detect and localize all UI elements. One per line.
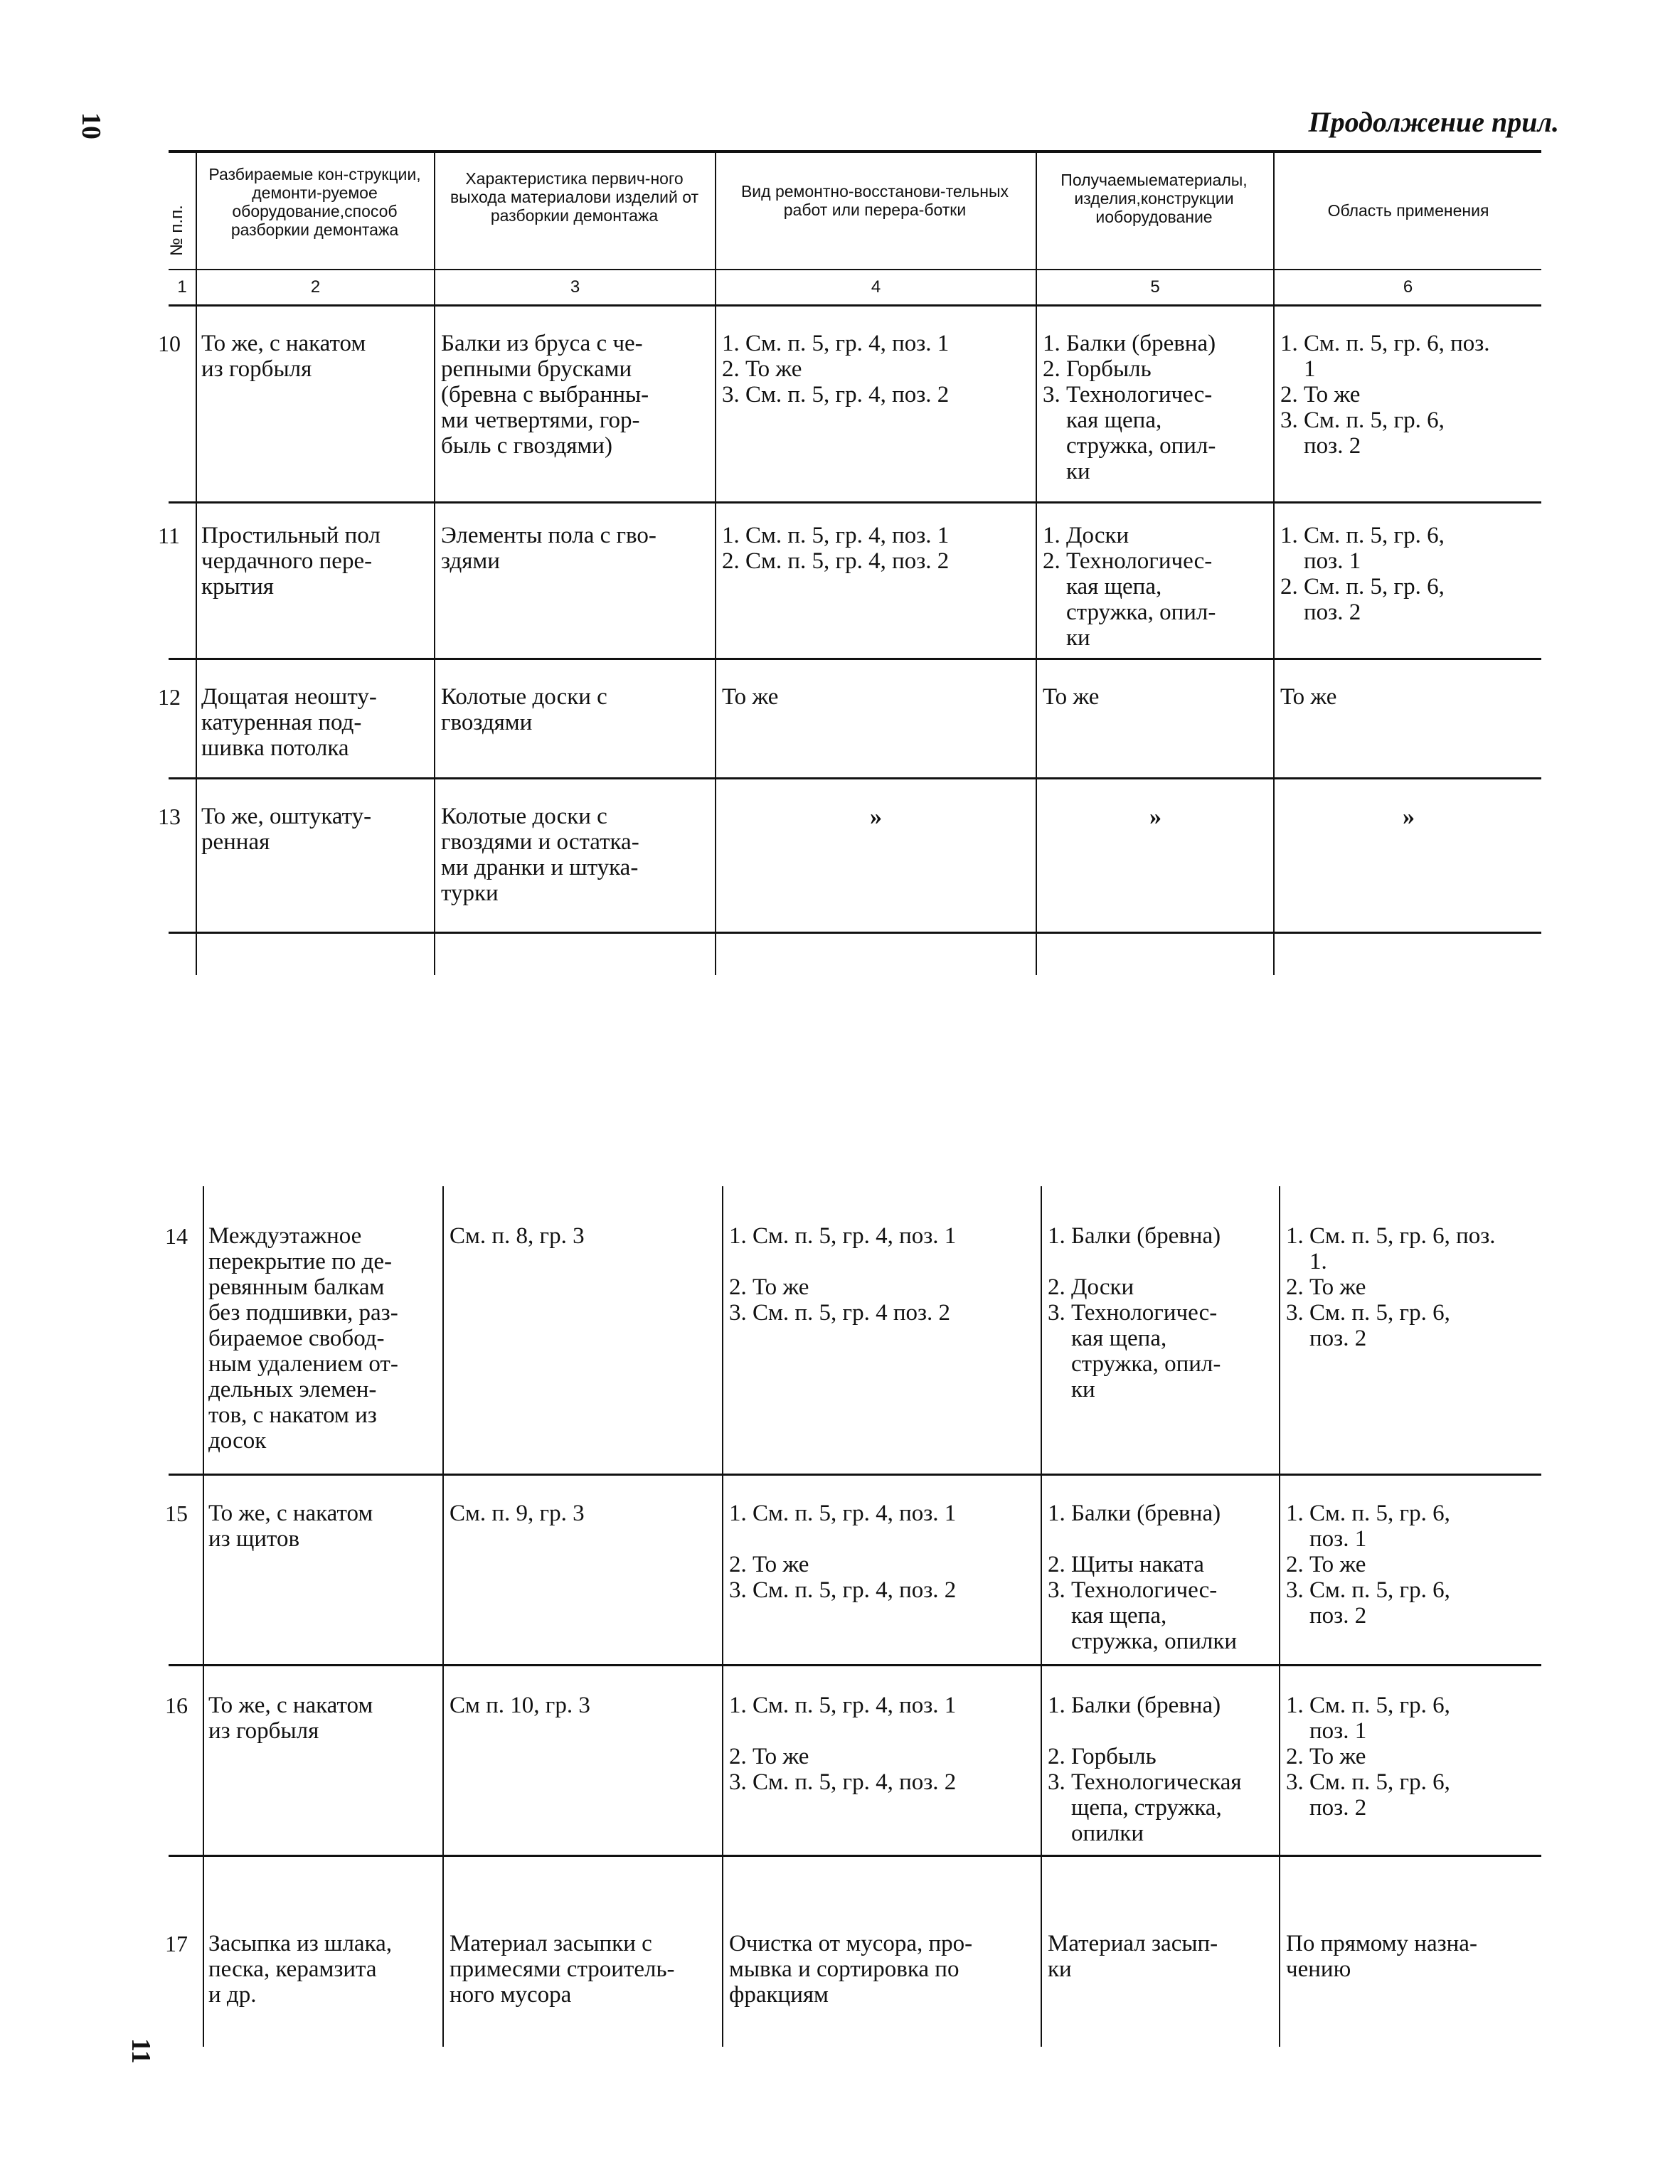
cell-line: стружка, опил- bbox=[1048, 1351, 1221, 1377]
cell-line: поз. 1 bbox=[1286, 1718, 1367, 1744]
cell-line: 3. Технологическая bbox=[1048, 1769, 1242, 1795]
cell-line: 2. Доски bbox=[1048, 1274, 1134, 1300]
table-cell bbox=[201, 331, 427, 382]
rule bbox=[169, 150, 1541, 153]
cell-line: стружка, опилки bbox=[1048, 1629, 1238, 1654]
cell-line: конструкции и bbox=[1095, 189, 1234, 226]
cell-line: кая щепа, bbox=[1048, 1603, 1167, 1629]
column-number: 1 bbox=[177, 277, 187, 297]
column-number: 3 bbox=[570, 277, 580, 297]
cell-line: крытия bbox=[201, 574, 274, 600]
cell-line: 3. Технологичес- bbox=[1048, 1577, 1218, 1603]
rule bbox=[169, 501, 1541, 504]
cell-line: поз. 2 bbox=[1286, 1603, 1367, 1629]
table-cell bbox=[729, 1501, 1036, 1603]
table-cell bbox=[1280, 684, 1536, 710]
rule bbox=[722, 1186, 723, 2047]
table-cell bbox=[1286, 1931, 1542, 1982]
cell-line: 2. Горбыль bbox=[1043, 356, 1152, 382]
table-cell bbox=[208, 1693, 437, 1744]
table-cell bbox=[201, 523, 427, 600]
cell-line: Очистка от мусора, про- bbox=[729, 1931, 973, 1956]
cell-line: поз. 1 bbox=[1280, 548, 1361, 574]
cell-line: из горбыля bbox=[201, 356, 312, 382]
cell-line: тов, с накатом из bbox=[208, 1402, 377, 1428]
table-cell bbox=[1043, 684, 1267, 710]
rule bbox=[1036, 150, 1037, 975]
cell-line: поз. 2 bbox=[1280, 600, 1361, 625]
cell-line: См п. 10, гр. 3 bbox=[450, 1693, 590, 1718]
cell-line: ным удалением от- bbox=[208, 1351, 398, 1377]
cell-line: ми четвертями, гор- bbox=[441, 407, 640, 433]
column-number: 6 bbox=[1403, 277, 1413, 297]
cell-line: 1. bbox=[1286, 1249, 1327, 1274]
cell-line: 3. См. п. 5, гр. 4, поз. 2 bbox=[729, 1577, 957, 1603]
row-number: 12 bbox=[158, 684, 181, 710]
table-cell bbox=[450, 1693, 717, 1718]
cell-line: То же, с накатом bbox=[201, 331, 366, 356]
cell-line: перекрытие по де- bbox=[208, 1249, 392, 1274]
cell-line: 1. См. п. 5, гр. 4, поз. 1 bbox=[729, 1501, 957, 1526]
cell-line: ботки bbox=[924, 201, 967, 219]
cell-line bbox=[1048, 1718, 1274, 1744]
cell-line: Колотые доски с bbox=[441, 684, 607, 710]
rule bbox=[715, 150, 716, 975]
cell-line bbox=[729, 1718, 1036, 1744]
cell-line: чению bbox=[1286, 1956, 1351, 1982]
cell-line: из щитов bbox=[208, 1526, 300, 1552]
rule bbox=[1273, 150, 1275, 975]
cell-line: 3. См. п. 5, гр. 4, поз. 2 bbox=[722, 382, 950, 407]
rule bbox=[169, 932, 1541, 934]
table-cell bbox=[1286, 1501, 1542, 1629]
cell-line: 2. Технологичес- bbox=[1043, 548, 1213, 574]
table-cell bbox=[450, 1931, 717, 2008]
cell-line: 2. То же bbox=[722, 356, 802, 382]
cell-line: Элементы пола с гво- bbox=[441, 523, 656, 548]
cell-line: чердачного пере- bbox=[201, 548, 373, 574]
cell-line: ренная bbox=[201, 829, 270, 855]
cell-line: 3. Технологичес- bbox=[1043, 382, 1213, 407]
cell-line: досок bbox=[208, 1428, 267, 1454]
cell-line: руемое оборудование, bbox=[232, 183, 378, 220]
cell-line: То же bbox=[1280, 684, 1337, 710]
cell-line: оборудование bbox=[1105, 208, 1213, 226]
cell-line: По прямому назна- bbox=[1286, 1931, 1477, 1956]
cell-line: 1. См. п. 5, гр. 4, поз. 1 bbox=[729, 1223, 957, 1249]
cell-line: 2. То же bbox=[729, 1552, 809, 1577]
cell-line: Разбираемые кон- bbox=[208, 165, 349, 183]
cell-line: См. п. 8, гр. 3 bbox=[450, 1223, 585, 1249]
cell-line: материалы, изделия, bbox=[1074, 171, 1248, 208]
cell-line bbox=[1048, 1249, 1274, 1274]
cell-line: катуренная под- bbox=[201, 710, 362, 735]
cell-line: Дощатая неошту- bbox=[201, 684, 377, 710]
cell-line: 1. См. п. 5, гр. 4, поз. 1 bbox=[722, 523, 950, 548]
table-cell bbox=[729, 1223, 1036, 1326]
cell-line: ки bbox=[1048, 1956, 1072, 1982]
cell-line: стружка, опил- bbox=[1043, 600, 1216, 625]
cell-line: кая щепа, bbox=[1043, 574, 1162, 600]
header-constructions bbox=[199, 165, 430, 239]
table-cell bbox=[1048, 1223, 1274, 1402]
cell-line: Междуэтажное bbox=[208, 1223, 362, 1249]
cell-line: 1. См. п. 5, гр. 6, bbox=[1280, 523, 1445, 548]
table-cell bbox=[722, 684, 1029, 710]
cell-line: стружка, опил- bbox=[1043, 433, 1216, 459]
cell-line: ки bbox=[1043, 625, 1090, 651]
header-work-type bbox=[718, 182, 1031, 219]
table-cell bbox=[1286, 1693, 1542, 1821]
cell-line bbox=[729, 1249, 1036, 1274]
table-cell bbox=[441, 331, 710, 459]
cell-line: поз. 2 bbox=[1286, 1326, 1367, 1351]
rule bbox=[1041, 1186, 1042, 2047]
cell-line: 2. Горбыль bbox=[1048, 1744, 1157, 1769]
page-number-bottom: 11 bbox=[126, 2038, 156, 2064]
cell-line: Материал засып- bbox=[1048, 1931, 1218, 1956]
cell-line: 1. См. п. 5, гр. 4, поз. 1 bbox=[722, 331, 950, 356]
cell-line: 2. См. п. 5, гр. 6, bbox=[1280, 574, 1445, 600]
cell-line: 2. То же bbox=[1280, 382, 1361, 407]
rule bbox=[169, 269, 1541, 270]
cell-line bbox=[1048, 1526, 1274, 1552]
cell-line: 2. То же bbox=[1286, 1744, 1366, 1769]
table-cell bbox=[441, 523, 710, 574]
table-cell bbox=[208, 1501, 437, 1552]
cell-line: То же bbox=[1043, 684, 1100, 710]
cell-line: 3. См. п. 5, гр. 6, bbox=[1286, 1300, 1450, 1326]
row-number: 16 bbox=[165, 1693, 188, 1718]
cell-line: То же bbox=[722, 684, 779, 710]
cell-line: мывка и сортировка по bbox=[729, 1956, 959, 1982]
table-cell bbox=[1048, 1931, 1274, 1982]
cell-line: 1. См. п. 5, гр. 6, поз. bbox=[1286, 1223, 1496, 1249]
rule bbox=[442, 1186, 444, 2047]
table-cell bbox=[1043, 331, 1267, 484]
header-materials bbox=[1038, 171, 1270, 226]
cell-line: 1. Балки (бревна) bbox=[1048, 1693, 1221, 1718]
cell-line: дельных элемен- bbox=[208, 1377, 377, 1402]
rule bbox=[203, 1186, 204, 2047]
cell-line: Характеристика первич- bbox=[465, 169, 651, 188]
cell-line: 3. См. п. 5, гр. 4, поз. 2 bbox=[729, 1769, 957, 1795]
table-cell bbox=[201, 804, 427, 855]
cell-line: поз. 1 bbox=[1286, 1526, 1367, 1552]
column-number: 5 bbox=[1150, 277, 1160, 297]
cell-line: гвоздями и остатка- bbox=[441, 829, 639, 855]
header-number: № п.п. bbox=[167, 205, 186, 256]
cell-line: песка, керамзита bbox=[208, 1956, 377, 1982]
rule bbox=[434, 150, 435, 975]
rule bbox=[169, 1855, 1541, 1857]
row-number: 13 bbox=[158, 804, 181, 829]
cell-line: 1. Балки (бревна) bbox=[1043, 331, 1216, 356]
table-cell bbox=[1286, 1223, 1542, 1351]
column-number: 2 bbox=[310, 277, 321, 297]
table-cell bbox=[208, 1223, 437, 1454]
cell-line: 3. Технологичес- bbox=[1048, 1300, 1218, 1326]
cell-line: ного мусора bbox=[450, 1982, 572, 2008]
cell-line: быль с гвоздями) bbox=[441, 433, 612, 459]
header-characteristic bbox=[437, 169, 711, 225]
table-cell bbox=[1048, 1693, 1274, 1846]
cell-line: ки bbox=[1048, 1377, 1095, 1402]
cell-line: 1. См. п. 5, гр. 6, bbox=[1286, 1501, 1450, 1526]
cell-line: (бревна с выбранны- bbox=[441, 382, 649, 407]
cell-line: примесями строитель- bbox=[450, 1956, 675, 1982]
header-application bbox=[1277, 201, 1540, 220]
cell-line: из горбыля bbox=[208, 1718, 319, 1744]
cell-line: 2. Щиты наката bbox=[1048, 1552, 1204, 1577]
cell-line: ного выхода материалов bbox=[450, 169, 684, 206]
rule bbox=[169, 658, 1541, 660]
row-number: 11 bbox=[158, 523, 180, 548]
table-cell bbox=[729, 1931, 1036, 2008]
cell-line: и изделий от разборки bbox=[490, 188, 699, 225]
cell-line: Засыпка из шлака, bbox=[208, 1931, 392, 1956]
cell-line: и демонтажа bbox=[300, 220, 399, 239]
ditto-mark: » bbox=[1149, 804, 1161, 830]
ditto-mark: » bbox=[1403, 804, 1415, 830]
cell-line: См. п. 9, гр. 3 bbox=[450, 1501, 585, 1526]
rule bbox=[1279, 1186, 1280, 2047]
cell-line: 1. Балки (бревна) bbox=[1048, 1223, 1221, 1249]
table-cell bbox=[441, 684, 710, 735]
cell-line: 2. См. п. 5, гр. 4, поз. 2 bbox=[722, 548, 950, 574]
cell-line: щепа, стружка, bbox=[1048, 1795, 1222, 1821]
cell-line: 1. Доски bbox=[1043, 523, 1129, 548]
cell-line: То же, оштукату- bbox=[201, 804, 372, 829]
table-cell bbox=[1280, 331, 1536, 459]
table-cell bbox=[441, 804, 710, 906]
cell-line: Получаемые bbox=[1060, 171, 1158, 189]
cell-line: здями bbox=[441, 548, 500, 574]
cell-line: ми дранки и штука- bbox=[441, 855, 639, 880]
cell-line: опилки bbox=[1048, 1821, 1144, 1846]
cell-line: То же, с накатом bbox=[208, 1693, 373, 1718]
row-number: 14 bbox=[165, 1223, 188, 1249]
row-number: 10 bbox=[158, 331, 181, 356]
continuation-caption: Продолжение прил. bbox=[1308, 106, 1559, 138]
cell-line: гвоздями bbox=[441, 710, 533, 735]
cell-line: ревянным балкам bbox=[208, 1274, 385, 1300]
cell-line: 1. См. п. 5, гр. 4, поз. 1 bbox=[729, 1693, 957, 1718]
cell-line: Балки из бруса с че- bbox=[441, 331, 643, 356]
cell-line: кая щепа, bbox=[1048, 1326, 1167, 1351]
cell-line: 1 bbox=[1280, 356, 1316, 382]
cell-line: поз. 2 bbox=[1280, 433, 1361, 459]
cell-line: 1. См. п. 5, гр. 6, bbox=[1286, 1693, 1450, 1718]
cell-line: турки bbox=[441, 880, 499, 906]
cell-line: шивка потолка bbox=[201, 735, 349, 761]
table-cell bbox=[1280, 523, 1536, 625]
table-cell bbox=[722, 523, 1029, 574]
cell-line: 2. То же bbox=[1286, 1552, 1366, 1577]
table-cell bbox=[722, 331, 1029, 407]
table-cell bbox=[450, 1223, 717, 1249]
cell-line: Вид ремонтно-восстанови- bbox=[740, 182, 946, 201]
rule bbox=[169, 1474, 1541, 1476]
ditto-mark: » bbox=[870, 804, 882, 830]
cell-line: 2. То же bbox=[729, 1274, 809, 1300]
cell-line: Колотые доски с bbox=[441, 804, 607, 829]
table-cell bbox=[729, 1693, 1036, 1795]
cell-line: 2. То же bbox=[1286, 1274, 1366, 1300]
table-cell bbox=[1048, 1501, 1274, 1654]
cell-line: То же, с накатом bbox=[208, 1501, 373, 1526]
cell-line bbox=[729, 1526, 1036, 1552]
cell-line: без подшивки, раз- bbox=[208, 1300, 398, 1326]
cell-line: фракциям bbox=[729, 1982, 829, 2008]
cell-line: способ разборки bbox=[230, 202, 398, 239]
cell-line: 3. См. п. 5, гр. 4 поз. 2 bbox=[729, 1300, 951, 1326]
cell-line: репными брусками bbox=[441, 356, 632, 382]
cell-line: Материал засыпки с bbox=[450, 1931, 652, 1956]
row-number: 15 bbox=[165, 1501, 188, 1526]
cell-line: поз. 2 bbox=[1286, 1795, 1367, 1821]
cell-line: Простильный пол bbox=[201, 523, 381, 548]
cell-line: ки bbox=[1043, 459, 1090, 484]
cell-line: 3. См. п. 5, гр. 6, bbox=[1280, 407, 1445, 433]
cell-line: струкции, демонти- bbox=[252, 165, 421, 202]
rule bbox=[169, 777, 1541, 779]
cell-line: 3. См. п. 5, гр. 6, bbox=[1286, 1769, 1450, 1795]
rule bbox=[169, 304, 1541, 307]
cell-line: тельных работ или перера- bbox=[783, 182, 1009, 219]
table-cell bbox=[208, 1931, 437, 2008]
rule bbox=[196, 150, 197, 975]
cell-line: 1. См. п. 5, гр. 6, поз. bbox=[1280, 331, 1490, 356]
table-cell bbox=[1043, 523, 1267, 651]
cell-line: и демонтажа bbox=[560, 206, 659, 225]
cell-line: 2. То же bbox=[729, 1744, 809, 1769]
cell-line: бираемое свобод- bbox=[208, 1326, 385, 1351]
rule bbox=[169, 1664, 1541, 1666]
table-cell bbox=[201, 684, 427, 761]
cell-line: Область применения bbox=[1327, 201, 1489, 220]
cell-line: кая щепа, bbox=[1043, 407, 1162, 433]
cell-line: и др. bbox=[208, 1982, 257, 2008]
column-number: 4 bbox=[871, 277, 881, 297]
cell-line: 1. Балки (бревна) bbox=[1048, 1501, 1221, 1526]
table-cell bbox=[450, 1501, 717, 1526]
page-number-top: 10 bbox=[76, 112, 106, 139]
row-number: 17 bbox=[165, 1931, 188, 1956]
cell-line: 3. См. п. 5, гр. 6, bbox=[1286, 1577, 1450, 1603]
